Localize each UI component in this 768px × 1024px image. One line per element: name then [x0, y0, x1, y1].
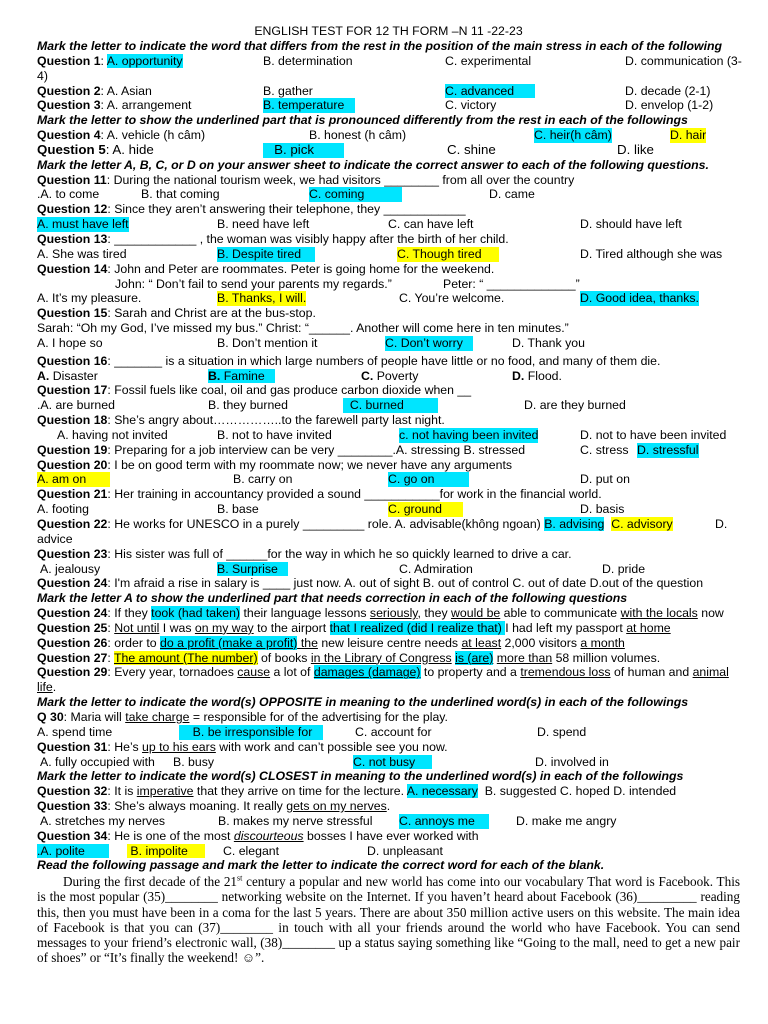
answer-highlight: B. Despite tired — [217, 247, 315, 262]
question-29-cont: life. — [37, 680, 57, 695]
question-24b: Question 24: If they took (had taken) their language lessons seriously, they would be able to communicate with the locals now — [37, 606, 724, 621]
option-c: C. shine — [447, 141, 496, 157]
question-30: Q 30: Maria will take charge = responsible for of the advertising for the play. — [37, 709, 448, 724]
instruction-correction: Mark the letter A to show the underlined part that needs correction in each of the following questions — [37, 591, 628, 606]
answer-highlight: B. Surprise — [217, 562, 288, 577]
question-4: Question 4: A. vehicle (h câm) B. honest (h câm) C. heir(h câm) D. hair — [37, 128, 707, 143]
instruction-opposite: Mark the letter to indicate the word(s) OPPOSITE in meaning to the underlined word(s) in each of the followings — [37, 695, 689, 710]
question-13: Question 13: ____________ , the woman was visibly happy after the birth of her child. — [37, 231, 509, 246]
answer-highlight-yellow: C. advisory — [611, 517, 673, 531]
answer-highlight: damages (damage) — [313, 665, 421, 680]
question-22: Question 22: He works for UNESCO in a purely _________ role. A. advisable(không ngoan) B. advising C. advisory D. — [37, 517, 728, 531]
answer-highlight: C. coming — [309, 187, 402, 202]
instruction-stress: Mark the letter to indicate the word that differs from the rest in the position of the main stress in each of the following — [37, 39, 723, 53]
instruction-pronunciation: Mark the letter to show the underlined part that is pronounced differently from the rest in each of the followings — [37, 113, 688, 128]
question-3: Question 3: A. arrangement B. temperature C. victory D. envelop (1-2) — [37, 98, 714, 113]
question-17: Question 17: Fossil fuels like coal, oil and gas produce carbon dioxide when __ — [37, 383, 472, 398]
answer-highlight: B. advising — [544, 517, 605, 531]
option-d: D. decade (2-1) — [625, 83, 711, 98]
question-14: Question 14: John and Peter are roommates. Peter is going home for the weekend. — [37, 261, 495, 276]
question-18-options: A. having not invited B. not to have invited c. not having been invited D. not to have been invited — [57, 427, 727, 442]
question-32: Question 32: It is imperative that they arrive on time for the lecture. A. necessary B. suggested C. hoped D. intended — [37, 784, 677, 799]
answer-highlight: C. heir(h câm) — [534, 128, 612, 143]
question-1-cont: 4) — [37, 68, 48, 83]
question-23: Question 23: His sister was full of ______for the way in which he so quickly learned to drive a car. — [37, 546, 572, 561]
option-b: B. honest (h câm) — [309, 128, 407, 143]
question-14-options: A. It’s my pleasure. B. Thanks, I will. C. You’re welcome. D. Good idea, thanks. — [37, 291, 699, 306]
question-12-options: A. must have left B. need have left C. can have left D. should have left — [37, 217, 682, 232]
question-23-options: A. jealousy B. Surprise C. Admiration D. pride — [40, 561, 646, 576]
answer-highlight: do a profit (make a profit) — [160, 635, 298, 650]
answer-highlight: C. annoys me — [399, 814, 489, 829]
question-31-options: A. fully occupied with B. busy C. not busy D. involved in — [40, 754, 609, 769]
answer-highlight: D. stressful — [637, 442, 699, 457]
answer-highlight-yellow: C. ground — [388, 502, 463, 517]
answer-highlight: C. advanced — [445, 84, 535, 99]
question-34: Question 34: He is one of the most discourteous bosses I have ever worked with — [37, 828, 479, 843]
option-c: C. experimental — [445, 53, 532, 68]
question-12: Question 12: Since they aren’t answering their telephone, they ____________ — [37, 202, 466, 217]
question-14-dialogue: John: “ Don’t fail to send your parents my regards.” Peter: “ _____________” — [115, 276, 580, 291]
answer-highlight-yellow: A. am on — [37, 472, 110, 487]
question-26: Question 26: order to do a profit (make a profit) the new leisure centre needs at least 2,000 visitors a month — [37, 635, 625, 650]
answer-highlight: C. Don’t worry — [385, 336, 473, 351]
answer-highlight: B. pick — [263, 143, 344, 158]
question-label: Question 1 — [37, 53, 101, 68]
reading-passage: During the first decade of the 21st century a popular and new world has come into our vocabulary That word is Facebook. This is the most popular (35)________ networking website on the Internet. If you haven’t heard about Facebook (36)_________ reading this, then you must have been in a coma for the last 5 years. There are about 350 million active users on this website. The main idea of Facebook is that you can (37)________ in touch with all your friends around the world who have Facebook. You can send messages to your friend’s electronic wall, (38)________ up a status saying something like “Going to the mall, need to get a new pair of shoes” or “It’s finally the weekend! ☺”. — [37, 873, 740, 966]
option-c: C. victory — [445, 98, 497, 113]
question-18: Question 18: She’s angry about……………..to the farewell party last night. — [37, 413, 445, 428]
option-d: D. communication (3- — [625, 53, 742, 68]
question-33: Question 33: She’s always moaning. It really gets on my nerves. — [37, 799, 391, 814]
question-15-options: A. I hope so B. Don’t mention it C. Don’t worry D. Thank you — [37, 335, 585, 350]
answer-highlight: A. must have left — [37, 217, 129, 232]
question-16: Question 16: _______ is a situation in which large numbers of people have little or no food, and many of them die. — [37, 353, 661, 368]
instruction-mcq: Mark the letter A, B, C, or D on your answer sheet to indicate the correct answer to each of the following questions. — [37, 157, 709, 172]
answer-highlight: c. not having been invited — [399, 427, 539, 442]
answer-highlight: C. not busy — [353, 755, 432, 770]
question-20: Question 20: I be on good term with my roommate now; we never have any arguments — [37, 457, 513, 472]
answer-highlight: A. necessary — [406, 784, 478, 799]
question-24a: Question 24: I'm afraid a rise in salary is ____ just now. A. out of sight B. out of control C. out of date D.out of the question — [37, 576, 704, 591]
answer-highlight: C. burned — [343, 398, 438, 413]
question-1: Question 1: A. opportunity B. determination C. experimental D. communication (3- — [37, 53, 742, 68]
question-15: Question 15: Sarah and Christ are at the bus-stop. — [37, 306, 316, 321]
smiley-icon: ☺ — [241, 950, 256, 966]
question-11-options: .A. to come B. that coming C. coming D. came — [37, 187, 535, 202]
question-11: Question 11: During the national tourism week, we had visitors ________ from all over the country — [37, 172, 575, 187]
answer-highlight-yellow: The amount (The number) — [114, 650, 258, 665]
answer-highlight: .A. polite — [37, 844, 109, 859]
instruction-passage: Read the following passage and mark the letter to indicate the correct word for each of the blank. — [37, 858, 605, 873]
question-15-dialogue: Sarah: “Oh my God, I’ve missed my bus.” Christ: “______. Another will come here in ten minutes.” — [37, 321, 569, 336]
option-d: D. like — [617, 141, 654, 157]
answer-highlight: C. go on — [388, 472, 469, 487]
answer-highlight: B. be irresponsible for — [179, 725, 323, 740]
option-d: D. envelop (1-2) — [625, 98, 714, 113]
answer-highlight: D. Good idea, thanks. — [580, 291, 699, 306]
question-19: Question 19: Preparing for a job interview can be very ________.A. stressing B. stressed C. stress D. stressful — [37, 442, 699, 457]
answer-highlight: took (had taken) — [151, 606, 241, 621]
question-29: Question 29: Every year, tornadoes cause a lot of damages (damage) to property and a tremendous loss of human and animal — [37, 665, 729, 680]
question-5: Question 5: A. hide B. pick C. shine D. like — [37, 141, 654, 157]
question-17-options: .A. are burned B. they burned C. burned D. are they burned — [37, 398, 626, 413]
question-27: Question 27: The amount (The number) of books in the Library of Congress is (are) more than 58 million volumes. — [37, 650, 661, 665]
answer-highlight-yellow: B. impolite — [127, 844, 205, 859]
answer-highlight-yellow: B. Thanks, I will. — [217, 291, 307, 306]
question-21: Question 21: Her training in accountancy provided a sound ___________for work in the financial world. — [37, 487, 602, 502]
question-25: Question 25: Not until I was on my way to the airport that I realized (did I realize that) I had left my passport at home — [37, 620, 671, 635]
answer-highlight: is (are) — [455, 650, 494, 665]
instruction-closest: Mark the letter to indicate the word(s) CLOSEST in meaning to the underlined word(s) in each of the followings — [37, 769, 684, 784]
answer-highlight: B. temperature — [263, 98, 355, 113]
option-b: B. determination — [263, 53, 353, 68]
question-16-options: A. Disaster B. Famine C. Poverty D. Flood. — [37, 368, 562, 383]
question-20-options: A. am on B. carry on C. go on D. put on — [37, 472, 630, 487]
question-30-options: A. spend time B. be irresponsible for C. account for D. spend — [37, 724, 587, 739]
question-22-cont: advice — [37, 531, 73, 546]
question-33-options: A. stretches my nerves B. makes my nerve stressful C. annoys me D. make me angry — [40, 813, 617, 828]
answer-highlight-yellow: C. Though tired — [397, 247, 499, 262]
question-13-options: A. She was tired B. Despite tired C. Though tired D. Tired although she was — [37, 246, 723, 261]
answer-highlight: that I realized (did I realize that) — [329, 620, 506, 635]
question-34-options: .A. polite B. impolite C. elegant D. unpleasant — [37, 843, 443, 858]
page-title: ENGLISH TEST FOR 12 TH FORM –N 11 -22-23 — [254, 24, 523, 38]
question-31: Question 31: He’s up to his ears with work and can’t possible see you now. — [37, 739, 448, 754]
answer-highlight: A. opportunity — [106, 53, 183, 68]
answer-highlight: B. Famine — [208, 369, 275, 384]
question-21-options: A. footing B. base C. ground D. basis — [37, 502, 625, 517]
option-b: B. gather — [263, 83, 313, 98]
answer-highlight-yellow: D. hair — [670, 128, 707, 143]
question-2: Question 2: A. Asian B. gather C. advanced D. decade (2-1) — [37, 83, 711, 98]
